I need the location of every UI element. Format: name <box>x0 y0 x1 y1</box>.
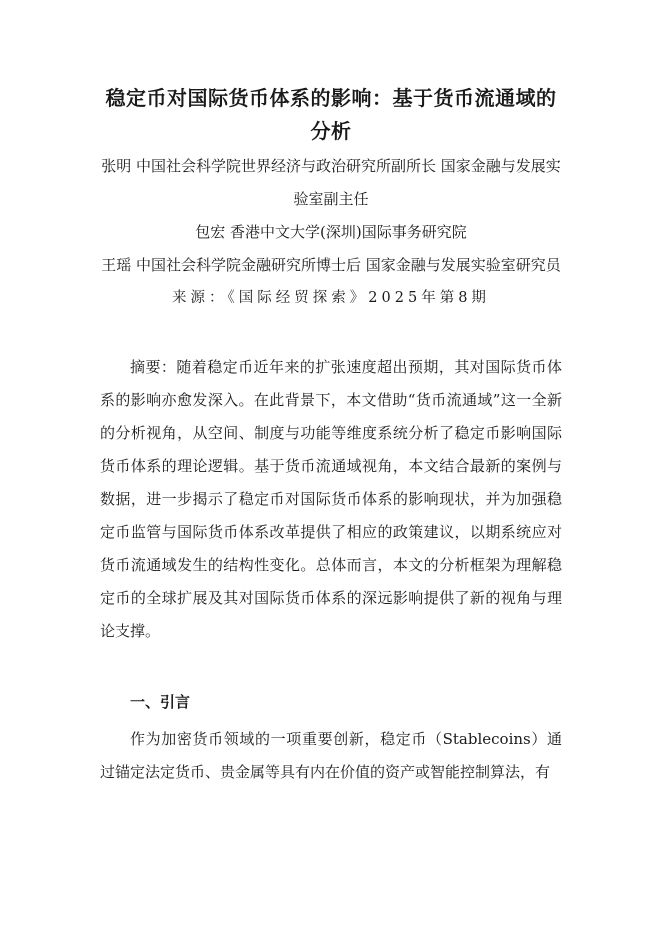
author-line-3: 王瑶 中国社会科学院金融研究所博士后 国家金融与发展实验室研究员 <box>101 256 561 274</box>
section-heading-introduction: 一、引言 <box>130 693 191 711</box>
intro-paragraph: 作为加密货币领域的一项重要创新，稳定币（Stablecoins）通过锚定法定货币、贵金属等具有内在价值的资产或智能控制算法，有 <box>100 730 562 781</box>
paper-title: 稳定币对国际货币体系的影响：基于货币流通域的分析 <box>105 86 557 143</box>
author-line-2: 包宏 香港中文大学(深圳)国际事务研究院 <box>195 223 467 241</box>
abstract-paragraph: 摘要：随着稳定币近年来的扩张速度超出预期，其对国际货币体系的影响亦愈发深入。在此背景下，本文借助“货币流通域”这一全新的分析视角，从空间、制度与功能等维度系统分析了稳定币影响国际货币体系的理论逻辑。基于货币流通域视角，本文结合最新的案例与数据，进一步揭示了稳定币对国际货币体系的影响现状，并为加强稳定币监管与国际货币体系改革提供了相应的政策建议，以期系统应对货币流通域发生的结构性变化。总体而言，本文的分析框架为理解稳定币的全球扩展及其对国际货币体系的深远影响提供了新的视角与理论支撑。 <box>100 358 562 640</box>
author-line-1: 张明 中国社会科学院世界经济与政治研究所副所长 国家金融与发展实验室副主任 <box>101 157 561 208</box>
document-page <box>100 82 562 804</box>
source-line: 来源：《国际经贸探索》2025年第8期 <box>172 290 490 306</box>
